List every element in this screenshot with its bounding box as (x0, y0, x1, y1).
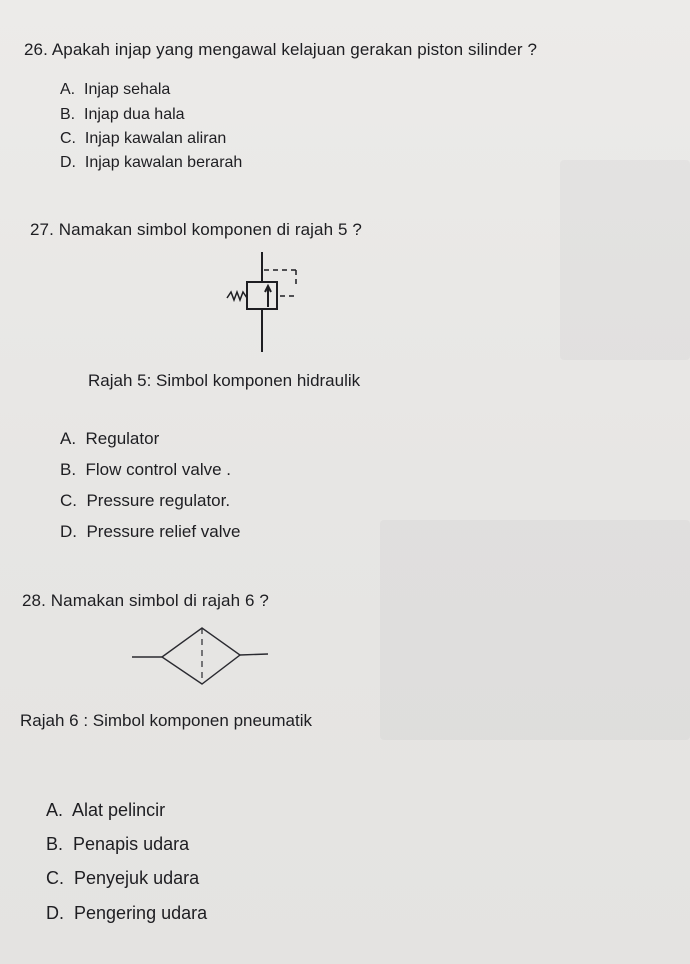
question-number: 27. (30, 220, 54, 239)
option-27-d[interactable] (60, 523, 240, 540)
option-text: Pressure regulator. (86, 491, 231, 510)
option-26-c[interactable] (60, 131, 226, 147)
option-text: Pengering udara (74, 903, 208, 923)
option-text: Penyejuk udara (74, 868, 200, 888)
option-26-d[interactable] (60, 155, 242, 171)
option-letter: A. (60, 81, 76, 98)
option-26-a[interactable] (60, 82, 170, 98)
option-28-c[interactable] (46, 869, 199, 887)
option-letter: D. (46, 903, 64, 923)
option-text: Penapis udara (73, 834, 190, 854)
bleed-through-shading (560, 160, 690, 360)
option-text: Regulator (85, 429, 160, 448)
option-text: Injap kawalan berarah (84, 154, 243, 171)
figure-caption-6: Rajah 6 : Simbol komponen pneumatik (20, 711, 312, 730)
question-number: 26. (24, 40, 48, 59)
option-letter: A. (46, 800, 64, 820)
option-28-d[interactable] (46, 904, 207, 922)
option-27-b[interactable] (60, 461, 231, 478)
option-text: Injap dua hala (84, 106, 185, 123)
option-26-b[interactable] (60, 107, 185, 123)
option-letter: B. (46, 834, 64, 854)
option-27-a[interactable] (60, 430, 159, 447)
question-26 (24, 41, 537, 58)
question-text: Namakan simbol komponen di rajah 5 ? (58, 220, 362, 239)
option-28-a[interactable] (46, 801, 165, 819)
question-28 (22, 592, 269, 609)
hydraulic-symbol-figure (220, 252, 310, 354)
pneumatic-symbol-figure (130, 622, 270, 688)
option-text: Injap kawalan aliran (84, 130, 227, 147)
bleed-through-shading (380, 520, 690, 740)
question-text: Namakan simbol di rajah 6 ? (50, 591, 269, 610)
question-27 (30, 221, 362, 238)
option-letter: B. (60, 460, 77, 479)
option-letter: C. (46, 868, 64, 888)
question-number: 28. (22, 591, 46, 610)
option-letter: A. (60, 429, 77, 448)
option-28-b[interactable] (46, 835, 189, 853)
option-letter: D. (60, 154, 76, 171)
option-text: Injap sehala (84, 81, 171, 98)
option-letter: D. (60, 522, 77, 541)
option-letter: C. (60, 491, 77, 510)
option-letter: C. (60, 130, 76, 147)
option-letter: B. (60, 106, 76, 123)
question-text: Apakah injap yang mengawal kelajuan gerakan piston silinder ? (51, 40, 538, 59)
option-text: Pressure relief valve (86, 522, 241, 541)
option-27-c[interactable] (60, 492, 230, 509)
option-text: Flow control valve . (85, 460, 232, 479)
figure-caption-5: Rajah 5: Simbol komponen hidraulik (88, 371, 361, 390)
option-text: Alat pelincir (72, 800, 166, 820)
